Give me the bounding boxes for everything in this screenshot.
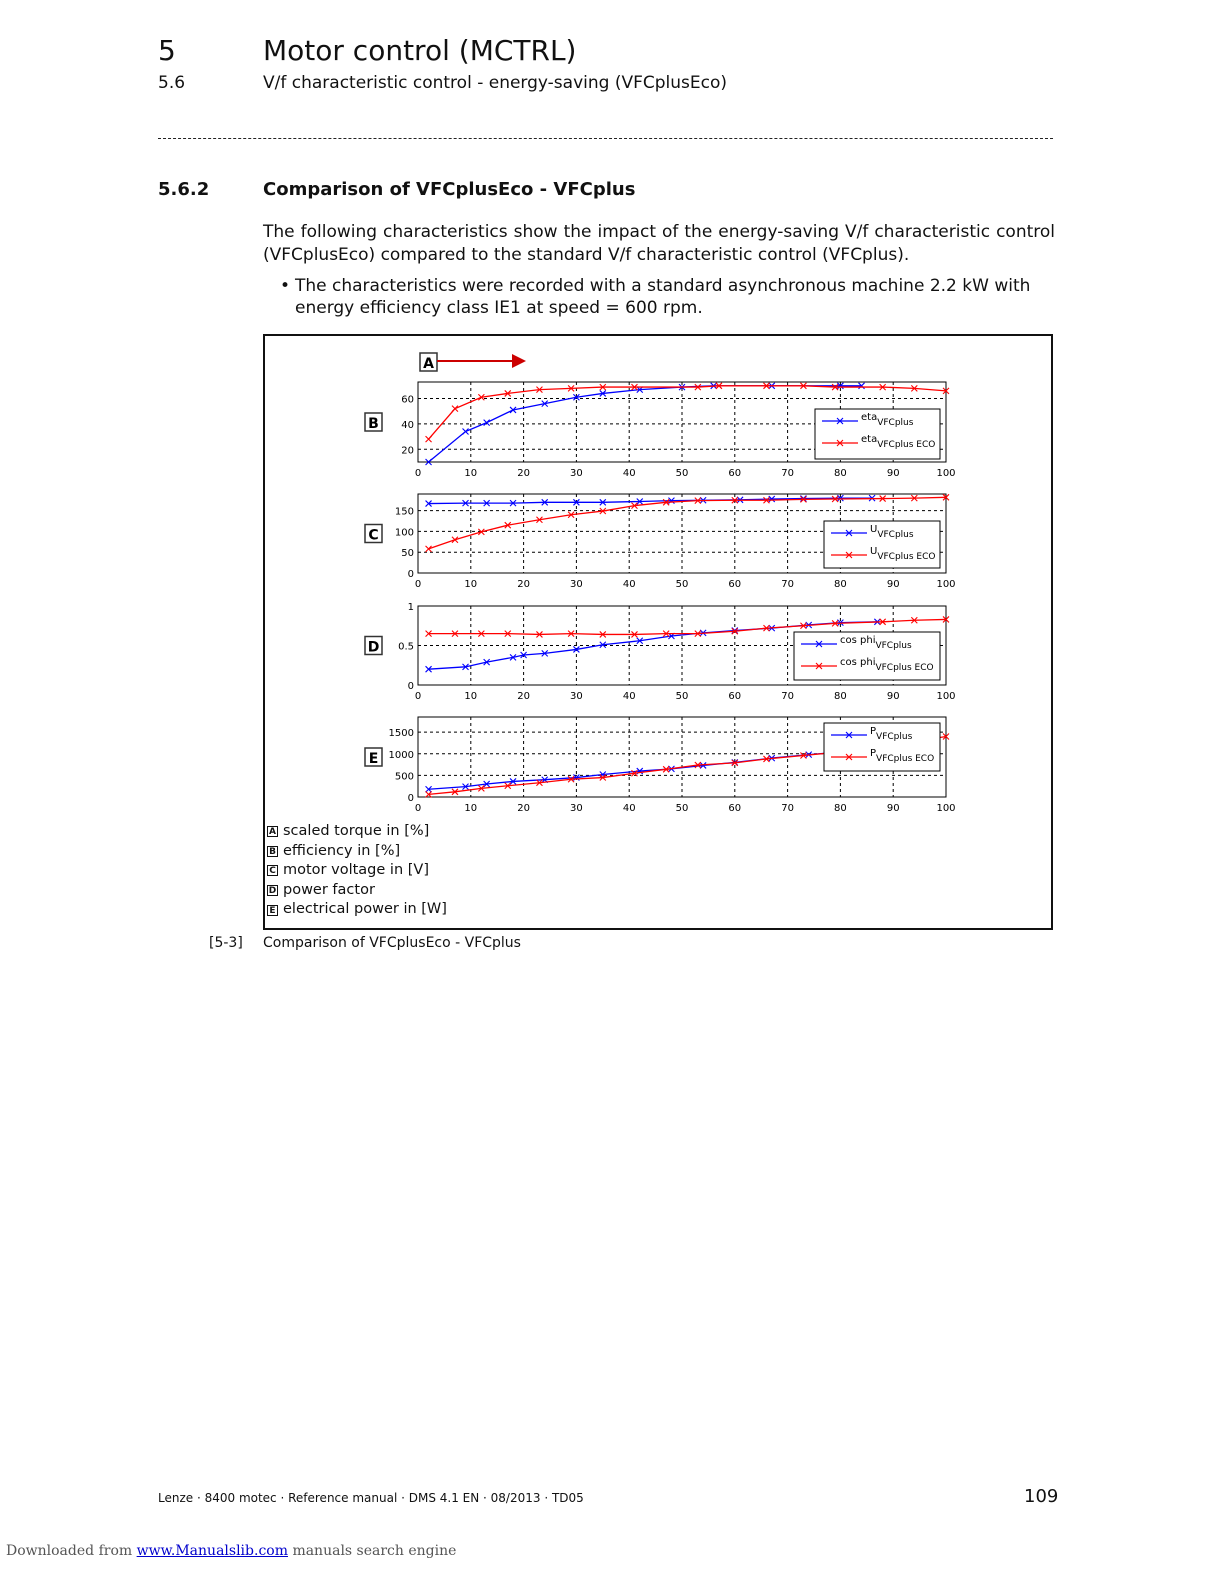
legend-label-main: U (870, 546, 878, 557)
legend-label-sub: VFCplus ECO (877, 552, 936, 562)
key-letter-d: D (268, 886, 277, 897)
legend-label-sub: VFCplus (877, 418, 914, 428)
x-tick-label: 30 (570, 468, 583, 479)
chapter-number: 5 (158, 34, 176, 67)
page-number: 109 (1024, 1486, 1059, 1507)
x-tick-label: 30 (570, 691, 583, 702)
x-tick-label: 70 (781, 691, 794, 702)
x-tick-label: 0 (414, 579, 422, 590)
x-tick-label: 70 (781, 579, 794, 590)
figure-caption: Comparison of VFCplusEco - VFCplus (263, 935, 521, 951)
torque-arrow (420, 353, 526, 372)
y-tick-label: 20 (401, 445, 414, 457)
x-tick-label: 60 (728, 691, 742, 702)
legend-label-main: eta (861, 412, 878, 423)
x-tick-label: 100 (936, 579, 956, 590)
legend-label-main: cos phi (840, 657, 876, 668)
x-tick-label: 40 (622, 468, 636, 479)
x-tick-label: 20 (517, 579, 530, 590)
download-suffix: manuals search engine (292, 1543, 457, 1559)
y-tick-label: 0.5 (398, 641, 414, 653)
legend-label-sub: VFCplus ECO (876, 754, 935, 764)
key-letter-e: E (267, 905, 278, 916)
key-row-d (267, 881, 447, 901)
legend-label-sub: VFCplus (877, 530, 914, 540)
plot-panel-c (365, 494, 956, 590)
x-tick-label: 80 (834, 691, 847, 702)
legend-label-sub: VFCplus ECO (875, 663, 934, 673)
key-letter-c: C (267, 865, 278, 876)
key-text-e: electrical power in [W] (283, 901, 447, 918)
y-tick-label: 0 (407, 681, 414, 692)
y-tick-label: 1000 (388, 749, 414, 761)
plot-panel-b (365, 382, 956, 479)
label-a: A (423, 356, 434, 372)
y-tick-label: 150 (394, 506, 414, 518)
y-tick-label: 60 (401, 394, 414, 406)
x-tick-label: 90 (886, 803, 900, 814)
x-tick-label: 50 (675, 468, 689, 479)
x-tick-label: 100 (936, 468, 956, 479)
x-tick-label: 30 (570, 803, 583, 814)
key-letter-a: A (267, 826, 278, 837)
section-title: V/f characteristic control - energy-saving (VFCplusEco) (263, 73, 728, 93)
x-tick-label: 80 (834, 468, 847, 479)
plot-panel-e (365, 717, 956, 814)
y-tick-label: 40 (401, 419, 414, 431)
x-tick-label: 90 (886, 691, 900, 702)
y-tick-label: 1500 (388, 728, 414, 740)
x-tick-label: 50 (675, 579, 689, 590)
x-tick-label: 90 (886, 579, 900, 590)
y-tick-label: 1 (407, 602, 414, 613)
download-note (6, 1543, 456, 1559)
footer-text: Lenze · 8400 motec · Reference manual · DMS 4.1 EN · 08/2013 · TD05 (158, 1491, 584, 1505)
x-tick-label: 10 (464, 691, 478, 702)
key-text-a: scaled torque in [%] (283, 823, 430, 839)
subsection-title: Comparison of VFCplusEco - VFCplus (263, 179, 636, 200)
key-row-b (267, 842, 447, 862)
x-tick-label: 10 (464, 468, 478, 479)
bullet-dot: • (280, 276, 291, 296)
legend-label-main: P (870, 748, 877, 759)
manualslib-link[interactable]: www.Manualslib.com (136, 1543, 288, 1559)
x-tick-label: 10 (464, 579, 478, 590)
section-number: 5.6 (158, 73, 186, 93)
x-tick-label: 0 (414, 803, 422, 814)
x-tick-label: 10 (464, 803, 478, 814)
x-tick-label: 40 (622, 803, 636, 814)
x-tick-label: 90 (886, 468, 900, 479)
x-tick-label: 100 (936, 691, 956, 702)
x-tick-label: 70 (781, 803, 794, 814)
legend-label-sub: VFCplus ECO (877, 440, 936, 450)
x-tick-label: 50 (675, 803, 689, 814)
chart-legend-box (815, 409, 940, 459)
y-tick-label: 500 (394, 771, 414, 783)
key-row-e (267, 900, 447, 920)
plots-group (365, 382, 956, 814)
x-tick-label: 80 (834, 803, 847, 814)
plot-panel-d (365, 602, 956, 702)
panel-label-b: B (368, 416, 379, 432)
x-tick-label: 20 (517, 803, 530, 814)
key-text-c: motor voltage in [V] (283, 862, 429, 879)
figure-key (267, 822, 447, 920)
arrow-head-icon (512, 354, 526, 368)
panel-label-d: D (367, 639, 380, 656)
panel-label-e: E (368, 751, 379, 767)
figure-number: [5-3] (209, 935, 243, 951)
legend-label-main: eta (861, 434, 878, 445)
key-text-d: power factor (283, 881, 375, 898)
chapter-title: Motor control (MCTRL) (263, 34, 577, 67)
x-tick-label: 70 (781, 468, 794, 479)
x-tick-label: 0 (414, 468, 422, 479)
legend-label-main: P (870, 726, 877, 737)
x-tick-label: 40 (622, 579, 636, 590)
x-tick-label: 60 (728, 468, 742, 479)
legend-label-main: cos phi (840, 635, 876, 646)
x-tick-label: 40 (622, 691, 636, 702)
x-tick-label: 60 (728, 803, 742, 814)
x-tick-label: 30 (570, 579, 583, 590)
key-letter-b: B (267, 846, 278, 857)
y-tick-label: 50 (401, 548, 414, 560)
legend-label-main: U (870, 524, 878, 535)
key-row-c (267, 861, 447, 881)
x-tick-label: 50 (675, 691, 689, 702)
x-tick-label: 0 (414, 691, 422, 702)
intro-paragraph: The following characteristics show the impact of the energy-saving V/f characteristic control (VFCplusEco) compared to the standard V/f characteristic control (VFCplus). (263, 222, 1055, 265)
x-tick-label: 20 (517, 691, 530, 702)
legend-label-sub: VFCplus (876, 732, 913, 742)
bullet-text: The characteristics were recorded with a standard asynchronous machine 2.2 kW with energy efficiency class IE1 at speed = 600 rpm. (295, 276, 1031, 318)
y-tick-label: 100 (394, 527, 414, 539)
y-tick-label: 0 (407, 793, 414, 804)
subsection-number: 5.6.2 (158, 179, 210, 200)
x-tick-label: 60 (728, 579, 742, 590)
y-tick-label: 0 (407, 569, 414, 580)
x-tick-label: 20 (517, 468, 530, 479)
download-prefix: Downloaded from (6, 1543, 133, 1559)
key-text-b: efficiency in [%] (283, 842, 401, 859)
legend-label-sub: VFCplus (875, 641, 912, 651)
x-tick-label: 100 (936, 803, 956, 814)
key-row-a (267, 822, 447, 842)
x-tick-label: 80 (834, 579, 847, 590)
panel-label-c: C (368, 527, 379, 544)
